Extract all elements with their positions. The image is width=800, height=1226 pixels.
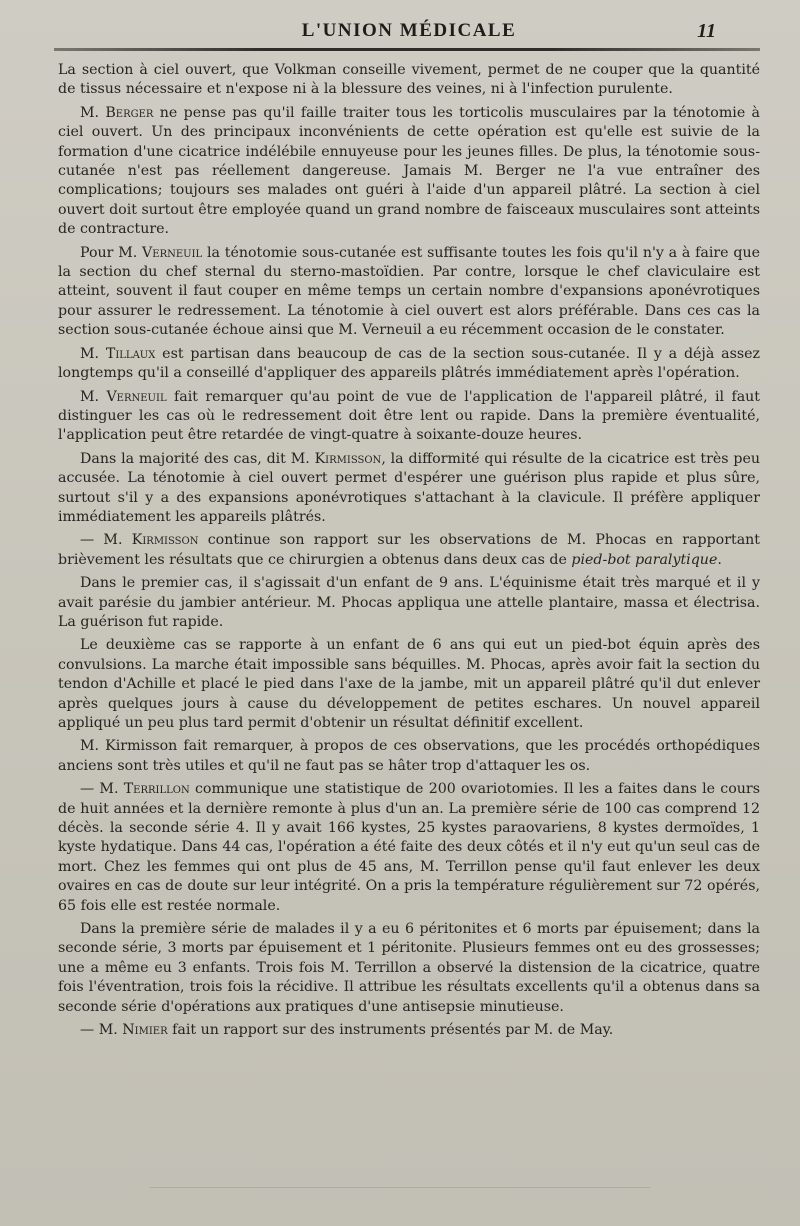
- text-run: fait remarquer qu'au point de vue de l'application de l'appareil plâtré, il faut distinguer les cas où le redressement doit être lent ou rapide. Dans la première éventualité, l'application peut être retardée de vingt-quatre à soixante-douze heures.: [58, 388, 760, 444]
- text-run: la ténotomie sous-cutanée est suffisante toutes les fois qu'il n'y a à faire que la section du chef sternal du sterno-mastoïdien. Par contre, lorsque le chef claviculaire est atteint, souvent il faut couper en même temps un certain nombre d'expansions aponévrotiques pour assurer le redressement. La ténotomie à ciel ouvert est alors préférable. Dans ces cas la section sous-cutanée échoue ainsi que M. Verneuil a eu récemment occasion de le constater.: [58, 244, 760, 339]
- body-text: [58, 61, 760, 1041]
- text-run: — M.: [80, 532, 132, 549]
- running-title: L'UNION MÉDICALE: [301, 20, 517, 41]
- text-run: M. Kirmisson fait remarquer, à propos de ces observations, que les procédés orthopédiques anciens sont très utiles et qu'il ne faut pas se hâter trop d'attaquer les os.: [58, 738, 760, 774]
- text-run: ne pense pas qu'il faille traiter tous les torticolis musculaires par la ténotomie à ciel ouvert. Un des principaux inconvénients de cette opération est qu'elle est suivie de la formation d'une cicatrice indélébile ennuyeuse pour les jeunes filles. De plus, la ténotomie sous-cutanée n'est pas réellement dangereuse. Jamais M. Berger ne l'a vue entraîner des complications; toujours ses malades ont guéri à l'aide d'un appareil plâtré. La section à ciel ouvert doit surtout être employée quand un grand nombre de faisceaux musculaires sont atteints de contracture.: [58, 104, 761, 238]
- speaker-name: Kirmisson: [314, 450, 382, 467]
- paragraph-verneuil-1: [58, 244, 760, 341]
- text-run: continue son rapport sur les observations de M. Phocas en rapportant brièvement les résultats que ce chirurgien a obtenus dans deux cas de: [58, 532, 761, 568]
- speaker-name: Terrillon: [123, 781, 190, 798]
- speaker-name: Verneuil: [142, 244, 203, 261]
- text-run: Dans la majorité des cas, dit M.: [80, 450, 315, 467]
- text-run: Le deuxième cas se rapporte à un enfant de 6 ans qui eut un pied-bot équin après des convulsions. La marche était impossible sans béquilles. M. Phocas, après avoir fait la section du tendon d'Achille et placé le pied dans l'axe de la jambe, mit un appareil plâtré qu'il dut enlever après quelques jours à cause du développement de petites eschares. Un nouvel appareil appliqué un peu plus tard permit d'obtenir un résultat définitif excellent.: [58, 637, 760, 731]
- speaker-name: Tillaux: [105, 345, 156, 362]
- speaker-name: Berger: [105, 104, 154, 121]
- paragraph-verneuil-2: [58, 388, 760, 446]
- paragraph-tillaux: [58, 345, 760, 384]
- paragraph-terrillon: [58, 780, 760, 916]
- paragraph-deuxieme-cas: [58, 636, 760, 733]
- paragraph-kirmisson-1: [58, 450, 760, 528]
- text-run: est partisan dans beaucoup de cas de la section sous-cutanée. Il y a déjà assez longtemps qu'il a conseillé d'appliquer des appareils plâtrés immédiatement après l'opération.: [58, 345, 760, 382]
- text-run: M.: [80, 388, 107, 405]
- paragraph-nimier: [58, 1021, 760, 1040]
- text-run: Pour M.: [80, 244, 143, 261]
- text-run: Dans la première série de malades il y a eu 6 péritonites et 6 morts par épuisement; dans la seconde série, 3 morts par épuisement et 1 péritonite. Plusieurs femmes ont eu des grossesses; une a même eu 3 enfants. Trois fois M. Terrillon a observé la distension de la cicatrice, quatre fois l'éventration, trois fois la récidive. Il attribue les résultats excellents qu'il a obtenus dans sa seconde série d'opérations aux pratiques d'une antisepsie minutieuse.: [58, 921, 760, 1015]
- text-run: M.: [80, 345, 106, 362]
- text-run: — M.: [80, 1022, 123, 1039]
- text-run: fait un rapport sur des instruments présentés par M. de May.: [167, 1022, 614, 1039]
- speaker-name: Verneuil: [106, 388, 167, 405]
- header-rule: [54, 48, 760, 51]
- speaker-name: Nimier: [122, 1022, 168, 1039]
- text-run: La section à ciel ouvert, que Volkman conseille vivement, permet de ne couper que la quantité de tissus nécessaire et n'expose ni à la blessure des veines, ni à l'infection purulente.: [58, 62, 760, 98]
- speaker-name: Kirmisson: [131, 532, 199, 549]
- paragraph-kirmisson-2: [58, 531, 760, 570]
- text-run: communique une statistique de 200 ovariotomies. Il les a faites dans le cours de huit années et la dernière remonte à plus d'un an. La première série de 100 cas comprend 12 décès. la seconde série 4. Il y avait 166 kystes, 25 kystes paraovariens, 8 kystes dermoïdes, 1 kyste hydatique. Dans 44 cas, l'opération a été faite des deux côtés et il n'y eut qu'un seul cas de mort. Chez les femmes qui ont plus de 45 ans, M. Terrillon pense qu'il faut enlever les deux ovaires en cas de doute sur leur intégrité. On a pris la température régulièrement sur 72 opérés, 65 fois elle est restée normale.: [58, 781, 760, 914]
- paragraph-berger: [58, 104, 760, 240]
- text-run: Dans le premier cas, il s'agissait d'un enfant de 9 ans. L'équinisme était très marqué et il y avait parésie du jambier antérieur. M. Phocas appliqua une attelle plantaire, massa et électrisa. La guérison fut rapide.: [58, 575, 760, 630]
- page-number: 11: [697, 20, 716, 42]
- paragraph-premier-cas: [58, 574, 760, 632]
- text-run: M.: [80, 104, 106, 121]
- paragraph-series: [58, 920, 760, 1017]
- bleed-through-line: [150, 1187, 650, 1206]
- paragraph-volkman: [58, 61, 760, 100]
- italic-term: pied-bot paralytique: [571, 551, 718, 568]
- page-header: [58, 16, 760, 46]
- text-run: , la difformité qui résulte de la cicatrice est très peu accusée. La ténotomie à ciel ouvert permet d'espérer une guérison plus rapide et plus sûre, surtout s'il y a des expansions aponévrotiques s'attachant à la clavicule. Il préfère appliquer immédiatement les appareils plâtrés.: [58, 450, 760, 525]
- text-run: .: [717, 551, 722, 568]
- text-run: — M.: [80, 781, 124, 798]
- paragraph-kirmisson-3: [58, 737, 760, 776]
